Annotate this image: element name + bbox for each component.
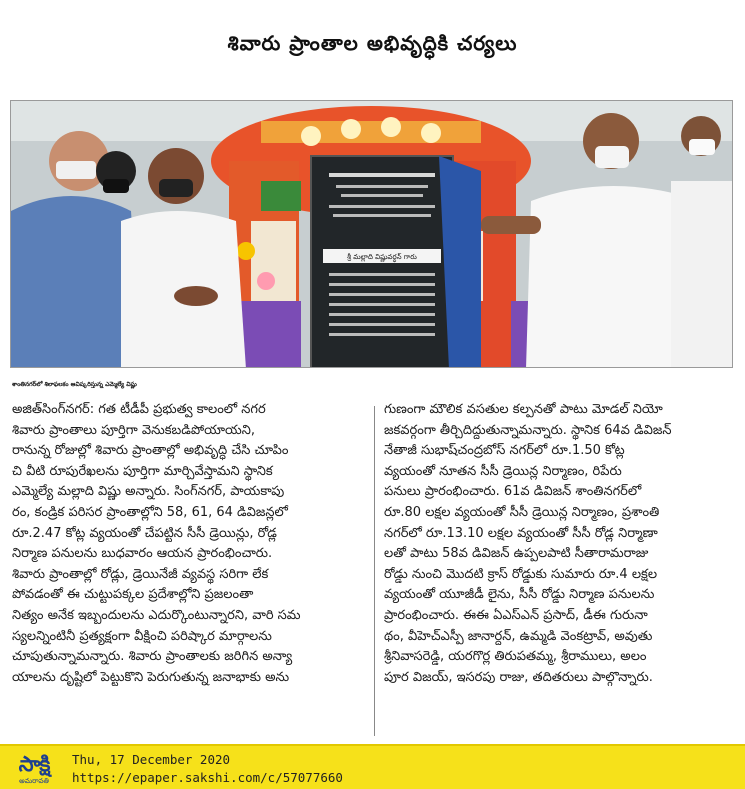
photo-illustration — [11, 101, 733, 368]
article-line: ఎమ్మెల్యే మల్లాది విష్ణు అన్నారు. సింగ్‌నగర్, పాయకాపు — [12, 484, 285, 500]
news-photo — [10, 100, 733, 368]
article-line: నిర్మాణ పనులను బుధవారం ఆయన ప్రారంభించారు. — [12, 546, 273, 562]
article-line: ప్రారంభించారు. ఈఈ ఏఎస్ఎన్ ప్రసాద్, డీఈ గురునా — [384, 607, 648, 623]
logo-text: సాక్షి — [18, 752, 50, 776]
article-line: పూర విజయ్, ఇసరపు రాజు, తదితరులు పాల్గొన్నారు. — [384, 669, 653, 685]
article-column-left — [12, 400, 368, 688]
article-line: నగర్‌లో రూ.13.10 లక్షల వ్యయంతో సీసీ రోడ్ల నిర్మాణా — [384, 525, 658, 541]
article-line: శివారు ప్రాంతాలు పూర్తిగా వెనుకబడిపోయాయని, — [12, 422, 255, 438]
sakshi-logo[interactable] — [6, 751, 62, 785]
article-line: గుణంగా మౌలిక వసతుల కల్పనతో పాటు మోడల్ నియో — [384, 402, 663, 417]
column-divider — [374, 406, 375, 736]
article-line: శివారు ప్రాంతాల్లో రోడ్లు, డ్రెయినేజీ వ్యవస్థ సరిగా లేక — [12, 566, 269, 582]
article-line: నేతాజీ సుభాష్‌చంద్రబోస్ నగర్‌లో రూ.1.50 కోట్ల — [384, 443, 625, 459]
article-line: అజిత్‌సింగ్‌నగర్: గత టీడీపీ ప్రభుత్వ కాలంలో నగర — [12, 402, 266, 417]
inauguration-plaque — [311, 156, 481, 368]
publication-date: Thu, 17 December 2020 — [72, 752, 231, 767]
headline: శివారు ప్రాంతాల అభివృద్ధికి చర్యలు — [227, 30, 518, 55]
article-line: రానున్న రోజుల్లో శివారు ప్రాంతాల్లో అభివృద్ధి చేసి చూపిం — [12, 443, 289, 459]
article-line: నిత్యం అనేక ఇబ్బందులను ఎదుర్కొంటున్నారని, వారి సమ — [12, 607, 301, 623]
article-url-link[interactable]: https://epaper.sakshi.com/c/57077660 — [72, 770, 343, 785]
article-line: చూపుతున్నామన్నారు. శివారు ప్రాంతాలకు జరిగిన అన్యా — [12, 649, 293, 665]
plaque-name-text: శ్రీ మల్లాది విష్ణువర్ధన్ గారు — [347, 253, 417, 261]
logo-edition: అమరావతి — [19, 777, 49, 785]
article-line: పోవడంతో ఈ చుట్టుపక్కల ప్రదేశాల్లోని ప్రజలంతా — [12, 587, 254, 603]
article-line: థం, వీహెచ్ఎస్పీ జానార్దన్, ఉమ్మడి వెంకట్రావ్, అవుతు — [384, 628, 653, 644]
article-line: లతో పాటు 58వ డివిజన్ ఉప్పలపాటి సీతారామరాజు — [384, 546, 649, 562]
article-line: రూ.2.47 కోట్ల వ్యయంతో చేపట్టిన సీసీ డ్రెయిన్లు, రోడ్ల — [12, 525, 277, 541]
article-line: రూ.80 లక్షల వ్యయంతో సీసీ డ్రెయిన్ల నిర్మాణం, ప్రశాంతి — [384, 504, 660, 520]
article-column-right — [384, 400, 734, 688]
photo-caption: శాంతినగర్‌లో శిలాఫలకం ఆవిష్కరిస్తున్న ఎమ్మెల్యే విష్ణు — [12, 381, 137, 388]
article-line: వ్యయంతో నూతన సీసీ డ్రెయిన్ల నిర్మాణం, రిపేరు — [384, 463, 622, 479]
article-line: స్యలన్నింటినీ ప్రత్యక్షంగా వీక్షించి పరిష్కార మార్గాలను — [12, 628, 272, 644]
article-line: జకవర్గంగా తీర్చిదిద్దుతున్నామన్నారు. స్థానిక 64వ డివిజన్ — [384, 422, 672, 438]
article-line: శ్రీనివాసరెడ్డి, యరగొర్ల తిరుపతమ్మ, శ్రీరాములు, అలం — [384, 649, 647, 665]
article-line: రం, కండ్రిక పరిసర ప్రాంతాల్లోని 58, 61, 64 డివిజన్లలో — [12, 504, 288, 520]
epaper-footer — [0, 744, 745, 789]
article-line: వ్యయంతో యూజీడీ లైను, సీసీ రోడ్డు నిర్మాణ పనులను — [384, 587, 655, 603]
article-line: పనులు ప్రారంభించారు. 61వ డివిజన్ శాంతినగర్‌లో — [384, 484, 642, 500]
article-line: యాలను దృష్టిలో పెట్టుకొని పెరుగుతున్న జనాభాకు అను — [12, 669, 290, 685]
article-line: చి వీటి రూపురేఖలను పూర్తిగా మార్చివేస్తామని స్థానిక — [12, 463, 273, 479]
article-line: రోడ్డు నుంచి మొదటి క్రాస్ రోడ్డుకు సుమారు రూ.4 లక్షల — [384, 566, 658, 582]
